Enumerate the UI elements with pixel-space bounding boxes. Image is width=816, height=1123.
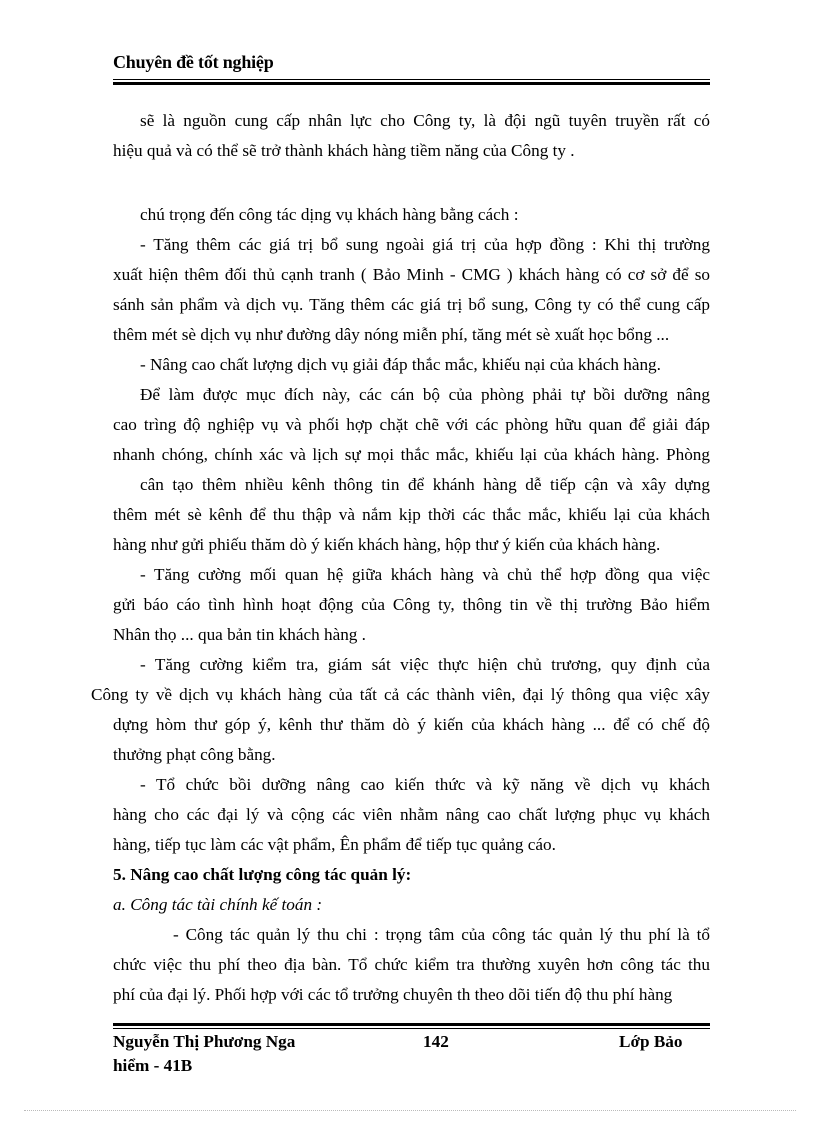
- text-line: thêm mét sè dịch vụ như đường dây nóng miễn phí, tăng mét sè xuất học bổng ...: [113, 325, 670, 344]
- text-line: - Công tác quản lý thu chi : trọng tâm của công tác quản lý thu phí là tổ: [173, 925, 710, 944]
- text-line: hàng cho các đại lý và cộng các viên nhằm nâng cao chất lượng phục vụ khách: [113, 805, 710, 824]
- text-line: thêm mét sè kênh để thu thập và nắm kịp thời các thắc mắc, khiếu lại của khách: [113, 505, 710, 524]
- text-line: sánh sản phẩm và dịch vụ. Tăng thêm các giá trị bổ sung, Công ty có thể cung cấp: [113, 295, 710, 314]
- text-line: - Tăng thêm các giá trị bổ sung ngoài giá trị của hợp đồng : Khi thị trường: [140, 235, 710, 254]
- text-line: - Tăng cường mối quan hệ giữa khách hàng và chủ thể hợp đồng qua việc: [140, 565, 710, 584]
- text-line: - Nâng cao chất lượng dịch vụ giải đáp thắc mắc, khiếu nại của khách hàng.: [140, 355, 661, 374]
- subsection-heading: a. Công tác tài chính kế toán :: [113, 895, 323, 914]
- text-line: xuất hiện thêm đối thủ cạnh tranh ( Bảo Minh - CMG ) khách hàng có cơ sở để so: [113, 265, 710, 284]
- body-text: [91, 106, 710, 1010]
- page-edge-divider: [24, 1110, 796, 1111]
- text-line: - Tăng cường kiểm tra, giám sát việc thực hiện chủ trương, quy định của: [140, 655, 710, 674]
- text-line: hiệu quả và có thể sẽ trở thành khách hàng tiềm năng của Công ty .: [113, 141, 575, 160]
- text-line: gửi báo cáo tình hình hoạt động của Công ty, thông tin về thị trường Bảo hiểm: [113, 595, 710, 614]
- text-line: dựng hòm thư góp ý, kênh thư thăm dò ý kiến của khách hàng ... để có chế độ: [113, 715, 710, 734]
- footer-page-number: 142: [423, 1032, 449, 1051]
- text-line: cao trìng độ nghiệp vụ và phối hợp chặt chẽ với các phòng hữu quan để giải đáp: [113, 415, 710, 434]
- section-heading: 5. Nâng cao chất lượng công tác quản lý:: [113, 865, 412, 884]
- header-title: Chuyên đề tốt nghiệp: [113, 52, 274, 72]
- footer-class-continued: hiểm - 41B: [113, 1056, 193, 1075]
- header-rule-thin: [113, 79, 710, 80]
- text-line: hàng, tiếp tục làm các vật phẩm, Ên phẩm để tiếp tục quảng cáo.: [113, 835, 556, 854]
- text-line: Nhân thọ ... qua bản tin khách hàng .: [113, 625, 366, 644]
- text-line: - Tổ chức bồi dưỡng nâng cao kiến thức và kỹ năng về dịch vụ khách: [140, 775, 710, 794]
- text-line: chức việc thu phí theo địa bàn. Tổ chức kiểm tra thường xuyên hơn công tác thu: [113, 955, 710, 974]
- text-line: chú trọng đến công tác dịng vụ khách hàng bằng cách :: [140, 205, 519, 224]
- text-line: Để làm được mục đích này, các cán bộ của phòng phải tự bồi dưỡng nâng: [140, 385, 710, 404]
- text-line: hàng như gửi phiếu thăm dò ý kiến khách hàng, hộp thư ý kiến của khách hàng.: [113, 535, 661, 554]
- paragraph-gap: [113, 166, 710, 200]
- footer-class: Lớp Bảo: [619, 1032, 683, 1051]
- footer-rule-thin: [113, 1028, 710, 1029]
- text-line: thưởng phạt công bằng.: [113, 745, 276, 764]
- header-rule-thick: [113, 82, 710, 85]
- text-line: phí của đại lý. Phối hợp với các tổ trưởng chuyên th theo dõi tiến độ thu phí hàng: [113, 985, 673, 1004]
- footer-author: Nguyễn Thị Phương Nga: [113, 1032, 296, 1051]
- text-line: Công ty về dịch vụ khách hàng của tất cả các thành viên, đại lý thông qua việc xây: [91, 685, 710, 704]
- text-line: nhanh chóng, chính xác và lịch sự mọi thắc mắc, khiếu lại của khách hàng. Phòng: [113, 445, 710, 464]
- footer-rule-thick: [113, 1023, 710, 1026]
- text-line: cân tạo thêm nhiều kênh thông tin để khánh hàng dễ tiếp cận và xây dựng: [140, 475, 710, 494]
- text-line: sẽ là nguồn cung cấp nhân lực cho Công ty, là đội ngũ tuyên truyền rất có: [140, 111, 710, 130]
